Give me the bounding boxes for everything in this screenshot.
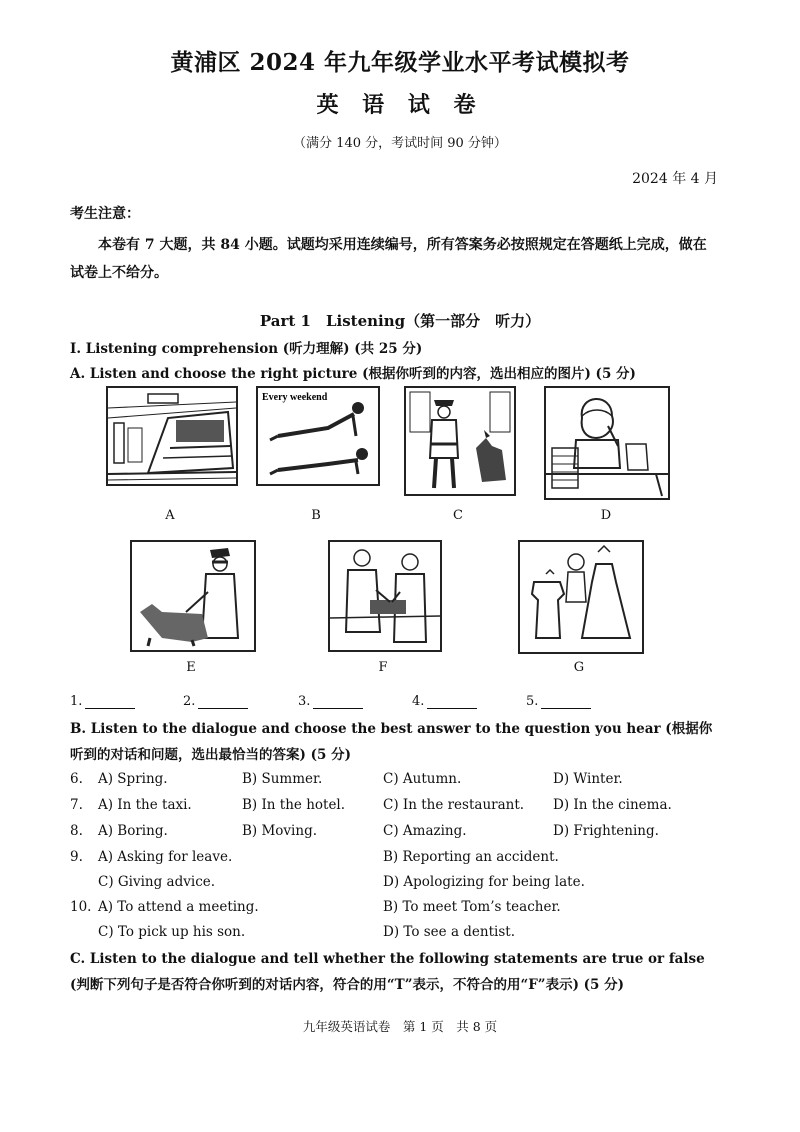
picture-g bbox=[518, 540, 644, 654]
push-ups-picture-icon bbox=[258, 388, 378, 484]
question-10-option-c: C) To pick up his son. bbox=[98, 924, 246, 940]
answer-blank-5[interactable]: 5. bbox=[526, 694, 591, 709]
answer-blank-3[interactable]: 3. bbox=[298, 694, 363, 709]
section-i-heading: I. Listening comprehension (听力理解) (共 25 分) bbox=[70, 341, 423, 357]
question-10-option-d: D) To see a dentist. bbox=[383, 924, 516, 940]
picture-c bbox=[404, 386, 516, 496]
question-7-option-d: D) In the cinema. bbox=[553, 797, 672, 813]
question-8-option-c: C) Amazing. bbox=[383, 823, 467, 839]
question-7-number: 7. bbox=[70, 797, 83, 813]
question-6-option-b: B) Summer. bbox=[242, 771, 323, 787]
picture-d bbox=[544, 386, 670, 500]
notice-text: 本卷有 7 大题，共 84 小题。试题均采用连续编号，所有答案务必按照规定在答题纸上完成，做在试卷上不给分。 bbox=[70, 237, 707, 281]
question-10-number: 10. bbox=[70, 899, 92, 915]
question-9-number: 9. bbox=[70, 849, 83, 865]
question-8-option-d: D) Frightening. bbox=[553, 823, 659, 839]
question-10-option-a: A) To attend a meeting. bbox=[98, 899, 259, 915]
section-b-heading: B. Listen to the dialogue and choose the best answer to the question you hear (根据你听到的对话和问题，选出最恰当的答案) (5 分) bbox=[70, 721, 713, 763]
answer-blank-1[interactable]: 1. bbox=[70, 694, 135, 709]
picture-label-d: D bbox=[600, 508, 612, 523]
question-6-option-d: D) Winter. bbox=[553, 771, 623, 787]
picture-a bbox=[106, 386, 238, 486]
picture-label-g: G bbox=[573, 660, 585, 675]
part-title: Part 1 Listening（第一部分 听力） bbox=[259, 312, 541, 330]
question-7-option-c: C) In the restaurant. bbox=[383, 797, 525, 813]
question-9-option-b: B) Reporting an accident. bbox=[383, 849, 559, 865]
score-note: （满分 140 分，考试时间 90 分钟） bbox=[293, 136, 507, 151]
guide-dog-picture-icon bbox=[132, 542, 254, 650]
question-9-option-a: A) Asking for leave. bbox=[98, 849, 233, 865]
answer-blank-4[interactable]: 4. bbox=[412, 694, 477, 709]
question-8-number: 8. bbox=[70, 823, 83, 839]
picture-b bbox=[256, 386, 380, 486]
picture-label-c: C bbox=[453, 508, 463, 523]
picture-label-e: E bbox=[186, 660, 196, 675]
picture-f bbox=[328, 540, 442, 652]
exam-subtitle: 英 语 试 卷 bbox=[316, 92, 484, 118]
train-station-picture-icon bbox=[108, 388, 236, 484]
picture-e bbox=[130, 540, 256, 652]
exam-date: 2024 年 4 月 bbox=[632, 171, 718, 187]
question-9-option-c: C) Giving advice. bbox=[98, 874, 216, 890]
question-6-number: 6. bbox=[70, 771, 83, 787]
question-6-option-a: A) Spring. bbox=[98, 771, 168, 787]
choosing-dresses-picture-icon bbox=[520, 542, 642, 652]
question-10-option-b: B) To meet Tom’s teacher. bbox=[383, 899, 561, 915]
page-footer: 九年级英语试卷 第 1 页 共 8 页 bbox=[302, 1019, 498, 1034]
answer-blank-2[interactable]: 2. bbox=[183, 694, 248, 709]
notice-heading: 考生注意： bbox=[70, 206, 140, 222]
question-8-option-a: A) Boring. bbox=[98, 823, 168, 839]
picture-b-caption: Every weekend bbox=[262, 392, 328, 403]
police-dog-picture-icon bbox=[406, 388, 514, 494]
question-9-option-d: D) Apologizing for being late. bbox=[383, 874, 585, 890]
exam-title: 黄浦区 2024 年九年级学业水平考试模拟考 bbox=[170, 49, 630, 76]
question-8-option-b: B) Moving. bbox=[242, 823, 318, 839]
security-check-picture-icon bbox=[330, 542, 440, 650]
section-a-heading: A. Listen and choose the right picture (根据你听到的内容，选出相应的图片) (5 分) bbox=[70, 366, 636, 382]
picture-label-f: F bbox=[378, 660, 388, 675]
question-6-option-c: C) Autumn. bbox=[383, 771, 462, 787]
question-7-option-b: B) In the hotel. bbox=[242, 797, 346, 813]
picture-label-b: B bbox=[311, 508, 321, 523]
picture-label-a: A bbox=[165, 508, 175, 523]
section-c-heading: C. Listen to the dialogue and tell whether the following statements are true or false (判断下列句子是否符合你听到的对话内容，符合的用“T”表示，不符合的用“F”表示) (5 分) bbox=[70, 951, 705, 993]
question-7-option-a: A) In the taxi. bbox=[98, 797, 192, 813]
tired-student-picture-icon bbox=[546, 388, 668, 498]
